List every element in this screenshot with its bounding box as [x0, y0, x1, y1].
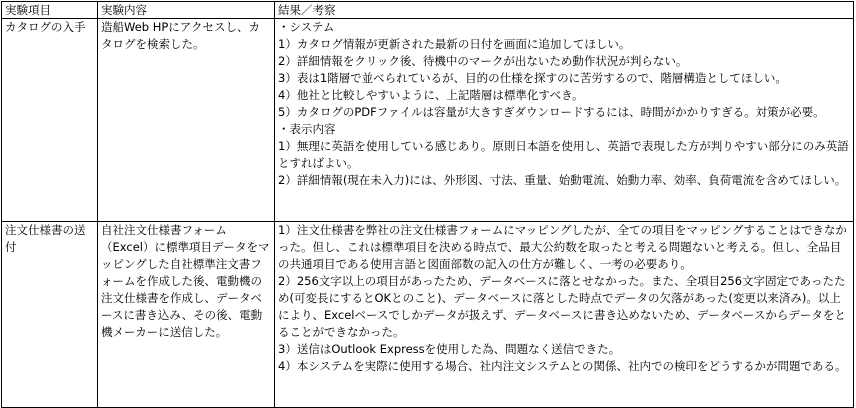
result-cell: [275, 19, 854, 222]
experiment-table: [1, 1, 854, 408]
item-cell: 注文仕様書の送付: [2, 222, 98, 408]
table-header-row: [2, 2, 854, 19]
result-cell: [275, 222, 854, 408]
result-line: 2）256文字以上の項目があったため、データベースに落とせなかった。また、全項目256文字固定であったため(可変長にするとOKとのこと)、データベースに落とした時点でデータの欠落があった(変更以来済み)。以上により、Excelベースでしかデータが扱えず、データベースに書き込めないため、データベースからデータをとることができなかった。: [278, 274, 846, 339]
result-line: 3）送信はOutlook Expressを使用した為、問題なく送信できた。: [278, 342, 621, 356]
content-cell: 自社注文仕様書フォーム（Excel）に標準項目データをマッピングした自社標準注文書フォームを作成した後、電動機の注文仕様書を作成し、データベースに書き込み、その後、電動機メーカーに送信した。: [98, 222, 275, 408]
header-result: 結果／考察: [275, 2, 854, 19]
result-line: 4）他社と比較しやすいように、上記階層は標準化すべき。: [278, 88, 584, 102]
result-line: 3）表は1階層で並べられているが、目的の仕様を探すのに苦労するので、階層構造としてほしい。: [278, 71, 787, 85]
item-cell: カタログの入手: [2, 19, 98, 222]
header-content: 実験内容: [98, 2, 275, 19]
result-line: 5）カタログのPDFファイルは容量が大きすぎダウンロードするには、時間がかかりすぎる。対策が必要。: [278, 105, 825, 119]
header-item: 実験項目: [2, 2, 98, 19]
result-line: 1）無理に英語を使用している感じあり。原則日本語を使用し、英語で表現した方が判りやすい部分にのみ英語とすればよい。: [278, 139, 849, 170]
result-line: 1）カタログ情報が更新された最新の日付を画面に追加してほしい。: [278, 37, 631, 51]
result-line: 1）注文仕様書を弊社の注文仕様書フォームにマッピングしたが、全ての項目をマッピングすることはできなかった。但し、これは標準項目を決める時点で、最大公約数を取ったと考える問題ないと考える。但し、全品目の共通項目である使用言語と図面部数の記入の仕方が難しく、一考の必要あり。: [278, 223, 847, 271]
table-row: [2, 19, 854, 222]
result-line: 4）本システムを実際に使用する場合、社内注文システムとの関係、社内での検印をどうするかが問題である。: [278, 359, 847, 373]
result-line: 2）詳細情報をクリック後、待機中のマークが出ないため動作状況が判らない。: [278, 54, 688, 68]
table-row: [2, 222, 854, 408]
result-line: 2）詳細情報(現在未入力)には、外形図、寸法、重量、始動電流、始動力率、効率、負荷電流を含めてほしい。: [278, 173, 847, 187]
result-line: ・システム: [278, 20, 335, 34]
result-line: ・表示内容: [278, 122, 336, 136]
content-cell: 造船Web HPにアクセスし、カタログを検索した。: [98, 19, 275, 222]
